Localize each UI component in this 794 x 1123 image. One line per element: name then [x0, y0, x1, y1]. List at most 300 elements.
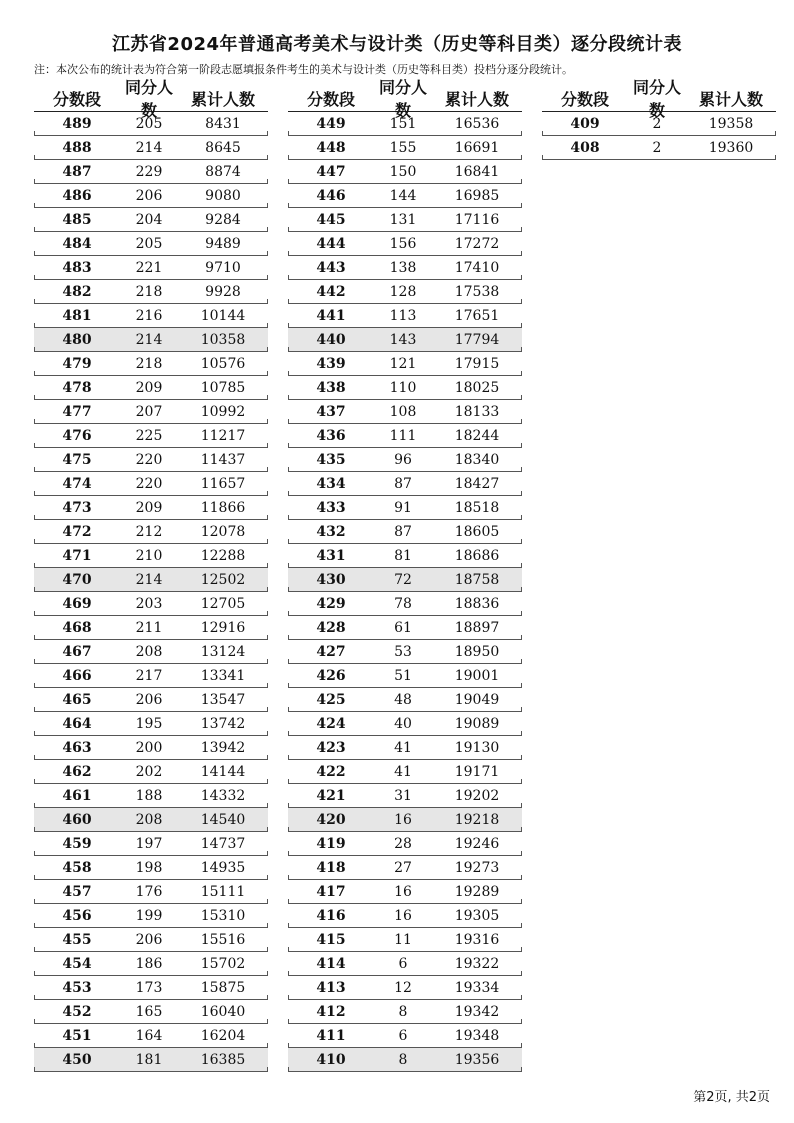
cell-cumulative: 9080 [205, 188, 241, 204]
cell-score: 420 [316, 812, 346, 828]
table-row [288, 712, 522, 736]
cell-score: 461 [62, 788, 92, 804]
table-row [34, 712, 268, 736]
cell-same: 113 [389, 308, 417, 324]
cell-score: 475 [62, 452, 92, 468]
table-row [34, 448, 268, 472]
header-score: 分数段 [306, 89, 355, 109]
table-row [34, 616, 268, 640]
cell-cumulative: 17116 [454, 212, 500, 228]
cell-same: 8 [398, 1052, 408, 1068]
table-row [34, 640, 268, 664]
cell-score: 482 [62, 284, 92, 300]
table-row [34, 184, 268, 208]
table-row [288, 688, 522, 712]
cell-cumulative: 19316 [454, 932, 500, 948]
table-row [288, 856, 522, 880]
cell-cumulative: 19334 [454, 980, 500, 996]
column-header [288, 78, 522, 120]
cell-same: 31 [394, 788, 412, 804]
cell-same: 41 [394, 764, 412, 780]
cell-score: 458 [62, 860, 92, 876]
cell-score: 439 [316, 356, 346, 372]
cell-cumulative: 19358 [708, 116, 754, 132]
cell-score: 442 [316, 284, 346, 300]
cell-score: 483 [62, 260, 92, 276]
table-row [288, 544, 522, 568]
table-row [288, 352, 522, 376]
table-row [34, 496, 268, 520]
cell-score: 456 [62, 908, 92, 924]
cell-same: 218 [135, 356, 163, 372]
table-row [34, 688, 268, 712]
cell-cumulative: 10358 [200, 332, 246, 348]
cell-cumulative: 16691 [454, 140, 500, 156]
table-row [288, 880, 522, 904]
cell-same: 209 [135, 380, 163, 396]
cell-same: 212 [135, 524, 163, 540]
table-row [542, 112, 776, 136]
cell-same: 11 [394, 932, 412, 948]
table-row [34, 352, 268, 376]
table-row [288, 280, 522, 304]
cell-same: 12 [394, 980, 412, 996]
cell-same: 207 [135, 404, 163, 420]
cell-cumulative: 18427 [454, 476, 500, 492]
cell-same: 203 [135, 596, 163, 612]
cell-cumulative: 18605 [454, 524, 500, 540]
table-row [288, 592, 522, 616]
cell-cumulative: 19089 [454, 716, 500, 732]
table-row [34, 1024, 268, 1048]
cell-same: 27 [394, 860, 412, 876]
cell-score: 435 [316, 452, 346, 468]
cell-score: 408 [570, 140, 600, 156]
cell-same: 41 [394, 740, 412, 756]
table-row [288, 136, 522, 160]
cell-cumulative: 17410 [454, 260, 500, 276]
cell-same: 173 [135, 980, 163, 996]
cell-same: 220 [135, 476, 163, 492]
table-rows [542, 112, 776, 160]
cell-cumulative: 14935 [200, 860, 246, 876]
cell-cumulative: 8431 [205, 116, 241, 132]
cell-same: 6 [398, 956, 408, 972]
cell-same: 206 [135, 692, 163, 708]
cell-same: 221 [135, 260, 163, 276]
cell-cumulative: 19360 [708, 140, 754, 156]
cell-cumulative: 17794 [454, 332, 500, 348]
cell-cumulative: 14540 [200, 812, 246, 828]
cell-cumulative: 19049 [454, 692, 500, 708]
cell-cumulative: 19322 [454, 956, 500, 972]
cell-score: 412 [316, 1004, 346, 1020]
cell-score: 477 [62, 404, 92, 420]
table-row [288, 640, 522, 664]
cell-cumulative: 18897 [454, 620, 500, 636]
cell-score: 426 [316, 668, 346, 684]
page-number: 第2页, 共2页 [693, 1090, 770, 1105]
row-tick [267, 1067, 268, 1072]
table-row [288, 976, 522, 1000]
table-row [288, 160, 522, 184]
table-note: 注：本次公布的统计表为符合第一阶段志愿填报条件考生的美术与设计类（历史等科目类）投档分逐分段统计。 [34, 63, 573, 76]
table-row [288, 832, 522, 856]
cell-score: 481 [62, 308, 92, 324]
cell-cumulative: 12916 [200, 620, 246, 636]
table-column-3 [542, 78, 776, 160]
cell-score: 469 [62, 596, 92, 612]
table-row [34, 160, 268, 184]
cell-cumulative: 15875 [200, 980, 246, 996]
cell-cumulative: 15111 [200, 884, 246, 900]
cell-same: 206 [135, 932, 163, 948]
column-header [34, 78, 268, 120]
cell-same: 155 [389, 140, 417, 156]
cell-same: 131 [389, 212, 417, 228]
cell-cumulative: 16536 [454, 116, 500, 132]
cell-cumulative: 19246 [454, 836, 500, 852]
table-column-2 [288, 78, 522, 1072]
cell-cumulative: 13547 [200, 692, 246, 708]
cell-score: 410 [316, 1052, 346, 1068]
table-row [288, 232, 522, 256]
table-row [288, 184, 522, 208]
cell-same: 111 [389, 428, 417, 444]
table-row [288, 1024, 522, 1048]
table-row [288, 904, 522, 928]
cell-same: 214 [135, 332, 163, 348]
cell-same: 216 [135, 308, 163, 324]
cell-score: 432 [316, 524, 346, 540]
table-row [288, 328, 522, 352]
table-row [288, 208, 522, 232]
table-row [542, 136, 776, 160]
cell-same: 72 [394, 572, 412, 588]
cell-score: 421 [316, 788, 346, 804]
cell-same: 200 [135, 740, 163, 756]
cell-score: 449 [316, 116, 346, 132]
cell-cumulative: 11657 [200, 476, 246, 492]
cell-score: 467 [62, 644, 92, 660]
cell-same: 16 [394, 908, 412, 924]
cell-same: 87 [394, 476, 412, 492]
table-row [34, 400, 268, 424]
cell-score: 447 [316, 164, 346, 180]
cell-score: 457 [62, 884, 92, 900]
cell-same: 16 [394, 884, 412, 900]
cell-score: 437 [316, 404, 346, 420]
cell-score: 443 [316, 260, 346, 276]
cell-same: 143 [389, 332, 417, 348]
cell-cumulative: 18340 [454, 452, 500, 468]
header-score: 分数段 [560, 89, 609, 109]
table-row [34, 304, 268, 328]
cell-same: 205 [135, 116, 163, 132]
cell-cumulative: 19289 [454, 884, 500, 900]
cell-same: 81 [394, 548, 412, 564]
cell-score: 414 [316, 956, 346, 972]
cell-score: 472 [62, 524, 92, 540]
table-row [288, 376, 522, 400]
table-row [34, 136, 268, 160]
cell-same: 199 [135, 908, 163, 924]
cell-same: 2 [652, 116, 662, 132]
cell-same: 110 [389, 380, 417, 396]
cell-score: 480 [62, 332, 92, 348]
cell-same: 78 [394, 596, 412, 612]
cell-score: 468 [62, 620, 92, 636]
table-row [34, 112, 268, 136]
cell-cumulative: 19273 [454, 860, 500, 876]
cell-same: 48 [394, 692, 412, 708]
cell-cumulative: 15702 [200, 956, 246, 972]
cell-score: 484 [62, 236, 92, 252]
cell-cumulative: 11866 [200, 500, 246, 516]
table-row [34, 232, 268, 256]
table-row [288, 496, 522, 520]
cell-cumulative: 17651 [454, 308, 500, 324]
cell-same: 6 [398, 1028, 408, 1044]
cell-score: 448 [316, 140, 346, 156]
cell-score: 436 [316, 428, 346, 444]
header-cumulative: 累计人数 [190, 89, 255, 109]
cell-score: 429 [316, 596, 346, 612]
cell-same: 28 [394, 836, 412, 852]
cell-same: 208 [135, 812, 163, 828]
cell-same: 218 [135, 284, 163, 300]
cell-cumulative: 10992 [200, 404, 246, 420]
cell-same: 198 [135, 860, 163, 876]
cell-cumulative: 14332 [200, 788, 246, 804]
table-row [288, 112, 522, 136]
cell-cumulative: 13341 [200, 668, 246, 684]
cell-cumulative: 12502 [200, 572, 246, 588]
cell-cumulative: 13742 [200, 716, 246, 732]
cell-same: 96 [394, 452, 412, 468]
cell-score: 487 [62, 164, 92, 180]
cell-score: 444 [316, 236, 346, 252]
cell-same: 2 [652, 140, 662, 156]
cell-cumulative: 8645 [205, 140, 241, 156]
header-same: 同分人数 [124, 78, 173, 120]
cell-cumulative: 19305 [454, 908, 500, 924]
cell-cumulative: 18025 [454, 380, 500, 396]
cell-same: 209 [135, 500, 163, 516]
cell-same: 51 [394, 668, 412, 684]
table-row [288, 784, 522, 808]
cell-score: 476 [62, 428, 92, 444]
cell-score: 485 [62, 212, 92, 228]
cell-same: 91 [394, 500, 412, 516]
cell-score: 423 [316, 740, 346, 756]
cell-cumulative: 10785 [200, 380, 246, 396]
cell-score: 409 [570, 116, 600, 132]
cell-cumulative: 18518 [454, 500, 500, 516]
cell-same: 151 [389, 116, 417, 132]
cell-cumulative: 9928 [205, 284, 241, 300]
table-row [288, 760, 522, 784]
cell-score: 453 [62, 980, 92, 996]
cell-cumulative: 19348 [454, 1028, 500, 1044]
cell-same: 202 [135, 764, 163, 780]
table-row [288, 664, 522, 688]
cell-cumulative: 9710 [205, 260, 241, 276]
row-tick [521, 1067, 522, 1072]
cell-score: 417 [316, 884, 346, 900]
table-row [34, 472, 268, 496]
cell-cumulative: 19202 [454, 788, 500, 804]
cell-cumulative: 18686 [454, 548, 500, 564]
cell-score: 424 [316, 716, 346, 732]
cell-score: 422 [316, 764, 346, 780]
table-row [34, 256, 268, 280]
cell-cumulative: 9489 [205, 236, 241, 252]
header-score: 分数段 [52, 89, 101, 109]
cell-cumulative: 16040 [200, 1004, 246, 1020]
cell-score: 441 [316, 308, 346, 324]
cell-cumulative: 15310 [200, 908, 246, 924]
cell-same: 138 [389, 260, 417, 276]
cell-score: 430 [316, 572, 346, 588]
table-row [288, 1048, 522, 1072]
cell-cumulative: 13942 [200, 740, 246, 756]
table-row [34, 1000, 268, 1024]
cell-same: 210 [135, 548, 163, 564]
table-row [288, 568, 522, 592]
cell-cumulative: 16985 [454, 188, 500, 204]
cell-cumulative: 18758 [454, 572, 500, 588]
table-row [34, 1048, 268, 1072]
table-rows [288, 112, 522, 1072]
header-same: 同分人数 [632, 78, 681, 120]
cell-same: 61 [394, 620, 412, 636]
cell-score: 440 [316, 332, 346, 348]
cell-cumulative: 19001 [454, 668, 500, 684]
cell-score: 474 [62, 476, 92, 492]
cell-same: 53 [394, 644, 412, 660]
cell-cumulative: 17272 [454, 236, 500, 252]
cell-same: 211 [135, 620, 163, 636]
table-row [34, 976, 268, 1000]
cell-same: 16 [394, 812, 412, 828]
cell-cumulative: 9284 [205, 212, 241, 228]
cell-score: 413 [316, 980, 346, 996]
header-cumulative: 累计人数 [444, 89, 509, 109]
cell-score: 445 [316, 212, 346, 228]
table-row [288, 616, 522, 640]
cell-cumulative: 19218 [454, 812, 500, 828]
cell-same: 87 [394, 524, 412, 540]
header-cumulative: 累计人数 [698, 89, 763, 109]
cell-cumulative: 18133 [454, 404, 500, 420]
cell-score: 450 [62, 1052, 92, 1068]
table-row [288, 424, 522, 448]
cell-same: 128 [389, 284, 417, 300]
table-row [288, 448, 522, 472]
cell-score: 452 [62, 1004, 92, 1020]
cell-score: 470 [62, 572, 92, 588]
cell-score: 486 [62, 188, 92, 204]
table-row [34, 928, 268, 952]
cell-same: 181 [135, 1052, 163, 1068]
cell-score: 464 [62, 716, 92, 732]
cell-same: 150 [389, 164, 417, 180]
cell-same: 208 [135, 644, 163, 660]
cell-score: 416 [316, 908, 346, 924]
cell-score: 455 [62, 932, 92, 948]
table-row [288, 400, 522, 424]
page-title: 江苏省2024年普通高考美术与设计类（历史等科目类）逐分段统计表 [111, 34, 683, 55]
cell-cumulative: 15516 [200, 932, 246, 948]
table-column-1 [34, 78, 268, 1072]
cell-same: 165 [135, 1004, 163, 1020]
cell-score: 434 [316, 476, 346, 492]
column-header [542, 78, 776, 120]
cell-same: 214 [135, 140, 163, 156]
cell-same: 121 [389, 356, 417, 372]
cell-score: 479 [62, 356, 92, 372]
cell-score: 419 [316, 836, 346, 852]
table-row [34, 736, 268, 760]
cell-same: 204 [135, 212, 163, 228]
cell-cumulative: 19356 [454, 1052, 500, 1068]
cell-score: 428 [316, 620, 346, 636]
cell-cumulative: 18950 [454, 644, 500, 660]
cell-cumulative: 14144 [200, 764, 246, 780]
cell-cumulative: 18836 [454, 596, 500, 612]
table-row [34, 760, 268, 784]
table-row [34, 664, 268, 688]
cell-score: 471 [62, 548, 92, 564]
cell-score: 427 [316, 644, 346, 660]
cell-cumulative: 10576 [200, 356, 246, 372]
cell-same: 206 [135, 188, 163, 204]
cell-score: 411 [316, 1028, 346, 1044]
cell-cumulative: 12288 [200, 548, 246, 564]
table-row [34, 952, 268, 976]
cell-score: 454 [62, 956, 92, 972]
cell-score: 465 [62, 692, 92, 708]
table-row [288, 520, 522, 544]
table-row [288, 256, 522, 280]
cell-score: 473 [62, 500, 92, 516]
cell-same: 205 [135, 236, 163, 252]
cell-cumulative: 16385 [200, 1052, 246, 1068]
cell-same: 229 [135, 164, 163, 180]
cell-score: 415 [316, 932, 346, 948]
cell-same: 197 [135, 836, 163, 852]
table-row [34, 520, 268, 544]
table-row [288, 472, 522, 496]
table-row [34, 808, 268, 832]
cell-cumulative: 10144 [200, 308, 246, 324]
row-tick [775, 155, 776, 160]
cell-score: 418 [316, 860, 346, 876]
table-row [288, 304, 522, 328]
table-row [34, 880, 268, 904]
cell-score: 438 [316, 380, 346, 396]
cell-same: 8 [398, 1004, 408, 1020]
cell-score: 478 [62, 380, 92, 396]
table-row [34, 568, 268, 592]
cell-same: 156 [389, 236, 417, 252]
cell-score: 460 [62, 812, 92, 828]
cell-cumulative: 12705 [200, 596, 246, 612]
cell-cumulative: 17915 [454, 356, 500, 372]
table-row [34, 832, 268, 856]
cell-cumulative: 19342 [454, 1004, 500, 1020]
